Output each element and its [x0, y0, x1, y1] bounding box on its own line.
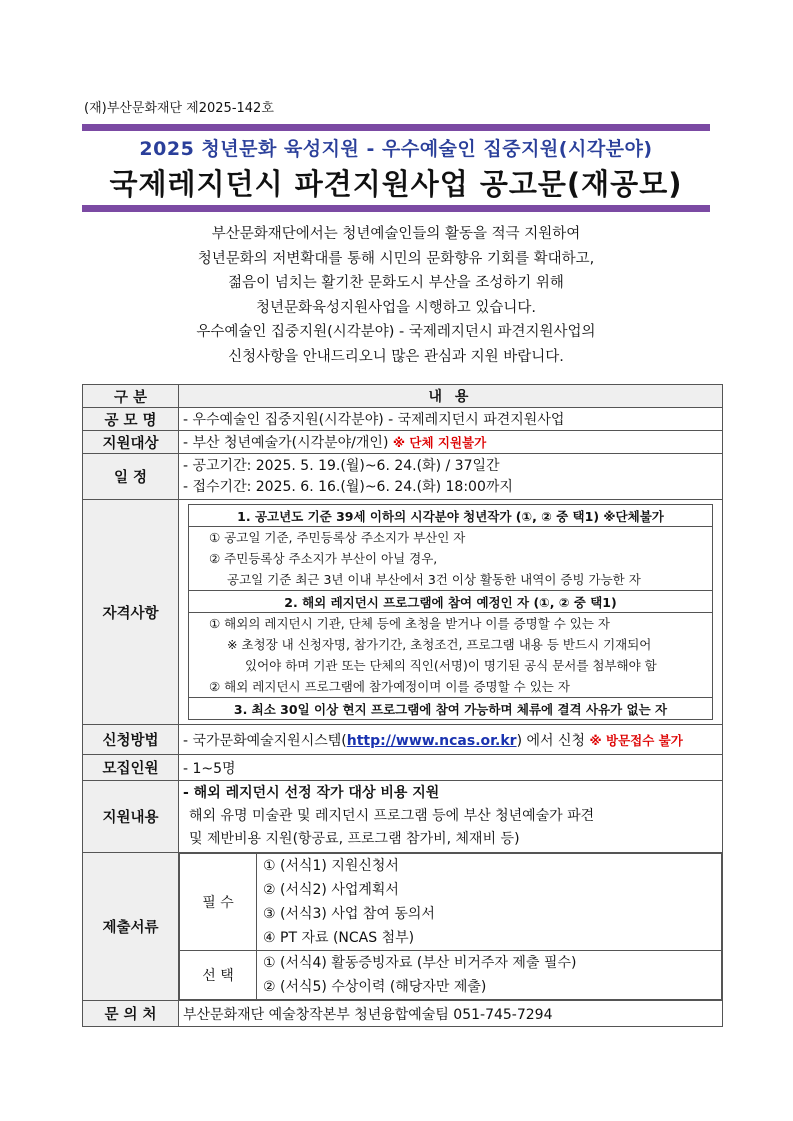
value-target: [179, 431, 723, 454]
intro-line: 청년문화의 저변확대를 통해 시민의 문화향유 기회를 확대하고,: [197, 250, 595, 267]
subtitle: 2025 청년문화 육성지원 - 우수예술인 집중지원(시각분야): [139, 138, 653, 160]
qualification-heading-1: 1. 공고년도 기준 39세 이하의 시각분야 청년작가 (①, ② 중 택1) ※단체불가: [189, 505, 713, 527]
row-recruit: [83, 755, 723, 781]
value-apply: [179, 725, 723, 755]
table-header-row: [83, 385, 723, 408]
label-apply: 신청방법: [83, 725, 179, 755]
intro-line: 신청사항을 안내드리오니 많은 관심과 지원 바랍니다.: [228, 348, 564, 365]
required-doc: ③ (서식3) 사업 참여 동의서: [263, 906, 435, 922]
value-qualification: [179, 500, 723, 725]
required-label: 필 수: [180, 854, 257, 951]
support-line: 및 제반비용 지원(항공료, 프로그램 참가비, 체재비 등): [189, 831, 520, 847]
required-docs: [257, 854, 722, 951]
label-schedule: 일 정: [83, 454, 179, 500]
support-heading: - 해외 레지던시 선정 작가 대상 비용 지원: [183, 785, 440, 801]
value-contact: 부산문화재단 예술창작본부 청년융합예술팀 051-745-7294: [179, 1001, 723, 1027]
value-support: [179, 781, 723, 853]
row-schedule: [83, 454, 723, 500]
optional-label: 선 택: [180, 951, 257, 1000]
qualification-item: ② 주민등록상 주소지가 부산이 아닐 경우,: [209, 551, 438, 566]
header-content: 내 용: [179, 385, 723, 408]
qualification-item: 공고일 기준 최근 3년 이내 부산에서 3건 이상 활동한 내역이 증빙 가능한 자: [227, 572, 641, 587]
value-recruit: - 1~5명: [179, 755, 723, 781]
ncas-link[interactable]: http://www.ncas.or.kr: [346, 732, 517, 749]
intro-line: 젊음이 넘치는 활기찬 문화도시 부산을 조성하기 위해: [228, 275, 564, 291]
schedule-notice-period: - 공고기간: 2025. 5. 19.(월)~6. 24.(화) / 37일간: [183, 457, 500, 474]
intro-line: 부산문화재단에서는 청년예술인들의 활동을 적극 지원하여: [211, 226, 581, 242]
title-bar-bottom: [82, 205, 710, 212]
schedule-apply-period: - 접수기간: 2025. 6. 16.(월)~6. 24.(화) 18:00까지: [183, 478, 513, 495]
header-label: 구 분: [83, 385, 179, 408]
intro-line: 청년문화육성지원사업을 시행하고 있습니다.: [256, 299, 536, 316]
apply-suffix: ) 에서 신청: [516, 732, 586, 749]
label-qualification: 자격사항: [83, 500, 179, 725]
qualification-item: ① 해외의 레지던시 기관, 단체 등에 초청을 받거나 이를 증명할 수 있는 자: [209, 616, 610, 631]
qualification-item: ① 공고일 기준, 주민등록상 주소지가 부산인 자: [209, 530, 466, 545]
qualification-item: ② 해외 레지던시 프로그램에 참가예정이며 이를 증명할 수 있는 자: [209, 679, 570, 694]
required-doc: ① (서식1) 지원신청서: [263, 858, 399, 874]
title-bar-top: [82, 124, 710, 131]
qualification-item: 있어야 하며 기관 또는 단체의 직인(서명)이 명기된 공식 문서를 첨부해야 함: [245, 658, 657, 673]
required-doc: ② (서식2) 사업계획서: [263, 882, 399, 898]
qualification-item: ※ 초청장 내 신청자명, 참가기간, 초청조건, 프로그램 내용 등 반드시 기재되어: [227, 637, 652, 652]
optional-doc: ① (서식4) 활동증빙자료 (부산 비거주자 제출 필수): [263, 955, 577, 971]
value-project-name: - 우수예술인 집중지원(시각분야) - 국제레지던시 파견지원사업: [179, 408, 723, 431]
target-note: ※ 단체 지원불가: [392, 435, 487, 450]
optional-doc: ② (서식5) 수상이력 (해당자만 제출): [263, 979, 487, 995]
label-contact: 문 의 처: [83, 1001, 179, 1027]
optional-docs: [257, 951, 722, 1000]
value-schedule: [179, 454, 723, 500]
label-support: 지원내용: [83, 781, 179, 853]
documents-list: [179, 853, 722, 1000]
label-documents: 제출서류: [83, 853, 179, 1001]
row-qualification: [83, 500, 723, 725]
intro-line: 우수예술인 집중지원(시각분야) - 국제레지던시 파견지원사업의: [196, 324, 596, 340]
apply-prefix: - 국가문화예술지원시스템(: [183, 732, 347, 749]
page-title: 국제레지던시 파견지원사업 공고문(재공모): [109, 167, 683, 201]
row-apply: [83, 725, 723, 755]
support-line: 해외 유명 미술관 및 레지던시 프로그램 등에 부산 청년예술가 파견: [189, 808, 595, 824]
qualification-body-1: [189, 527, 713, 591]
required-doc: ④ PT 자료 (NCAS 첨부): [263, 930, 415, 946]
row-support: [83, 781, 723, 853]
qualification-heading-3: 3. 최소 30일 이상 현지 프로그램에 참여 가능하며 체류에 결격 사유가 없는 자: [189, 698, 713, 720]
qualification-box: [188, 504, 713, 720]
row-target: [83, 431, 723, 454]
document-number: (재)부산문화재단 제2025-142호: [84, 101, 274, 116]
row-documents: [83, 853, 723, 1001]
label-target: 지원대상: [83, 431, 179, 454]
qualification-body-2: [189, 613, 713, 698]
label-recruit: 모집인원: [83, 755, 179, 781]
row-project-name: [83, 408, 723, 431]
label-project-name: 공 모 명: [83, 408, 179, 431]
target-text: - 부산 청년예술가(시각분야/개인): [183, 435, 389, 451]
row-contact: [83, 1001, 723, 1027]
qualification-heading-2: 2. 해외 레지던시 프로그램에 참여 예정인 자 (①, ② 중 택1): [189, 591, 713, 613]
announcement-table: [82, 384, 723, 1027]
value-documents: [179, 853, 723, 1001]
intro-paragraph: [82, 222, 710, 369]
apply-note: ※ 방문접수 불가: [589, 732, 683, 748]
